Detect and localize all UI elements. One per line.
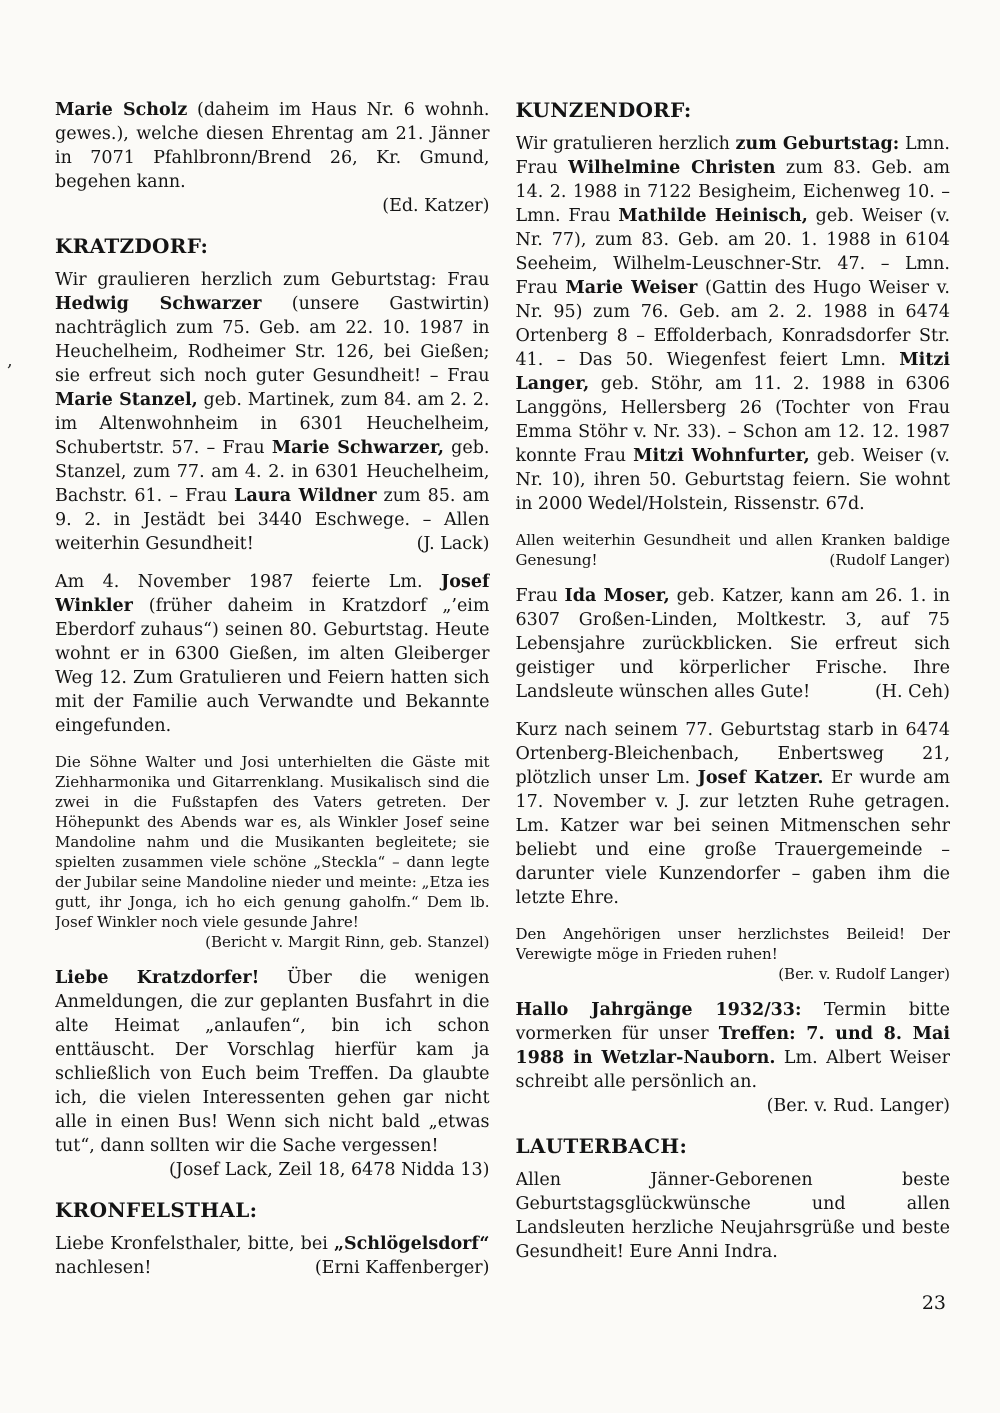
paragraph-winkler-report — [55, 752, 490, 952]
bold-text: Marie Stanzel, — [55, 390, 198, 410]
paragraph-jahrgaenge-treffen — [516, 998, 951, 1118]
text-run: Lm. Albert Weiser schreibt alle persönlich an. — [515, 1048, 950, 1092]
text-run: Die Söhne Walter und Josi unterhielten die Gäste mit Ziehharmonika und Gitarrenklang. Musikalisch sind die zwei in die Fußstapfen des Vaters getreten. Der Höhepunkt des Abends war es, als Winkler Josef seine Mandoline nahm und die Musikanten begleitete; sie spielten zusammen viele schöne „Steckla“ – dann legte der Jubilar seine Mandoline nieder und meinte: „Etza ies gutt, ihr Jonga, ich ho eich genung gaholfn.“ Dem lb. Josef Winkler noch viele gesunde Jahre! — [55, 753, 490, 931]
text-run: geb. Katzer, kann am 26. 1. in 6307 Großen-Linden, Moltkestr. 3, auf 75 Lebensjahre zurückblicken. Sie erfreut sich geistiger und körperlicher Frische. Ihre Landsleute wünschen alles Gute! — [515, 586, 950, 702]
text-run: zum 85. am 9. 2. in Jestädt bei 3440 Eschwege. – Allen weiterhin Gesundheit! — [55, 486, 490, 554]
text-run: geb. Stöhr, am 11. 2. 1988 in 6306 Langgöns, Hellersberg 26 (Tochter von Frau Emma Stöhr v. Nr. 33). – Schon am 12. 12. 1987 konnte Frau — [515, 374, 950, 466]
bold-text: Laura Wildner — [234, 486, 377, 506]
scan-artifact-mark: , — [7, 350, 13, 371]
attribution: (Ber. v. Rudolf Langer) — [778, 965, 950, 983]
text-run: (früher daheim in Kratzdorf „’eim Eberdorf zuhaus“) seinen 80. Geburtstag. Heute wohnt er in 6300 Gießen, im alten Gleiberger Weg 12. Zum Gratulieren und Feiern hatten sich mit der Familie auch Verwandte und Bekannte eingefunden. — [55, 596, 490, 736]
column-right — [516, 98, 951, 1294]
attribution: (Josef Lack, Zeil 18, 6478 Nidda 13) — [168, 1160, 490, 1180]
text-run: (Gattin des Hugo Weiser v. Nr. 95) zum 76. Geb. am 2. 2. 1988 in 6474 Ortenberg 8 – Effolderbach, Konradsdorfer Str. 41. – Das 50. Wiegenfest feiert Lmn. — [515, 278, 950, 370]
paragraph-gesundheit-note — [516, 530, 951, 570]
page-number: 23 — [921, 1292, 946, 1314]
bold-text: Ida Moser, — [564, 586, 670, 606]
paragraph-scholz-continuation — [55, 98, 490, 218]
bold-text: Mathilde Heinisch, — [618, 206, 808, 226]
paragraph-kronfelsthal-note — [55, 1232, 490, 1280]
text-run: zum 83. Geb. am 14. 2. 1988 in 7122 Besigheim, Eichenweg 10. – Lmn. Frau — [515, 158, 950, 226]
text-run: geb. Weiser (v. Nr. 77), zum 83. Geb. am 20. 1. 1988 in 6104 Seeheim, Wilhelm-Leuschner-Str. 47. – Lmn. Frau — [515, 206, 950, 298]
bold-text: Marie Schwarzer, — [271, 438, 444, 458]
paragraph-winkler-birthday — [55, 570, 490, 738]
text-run: Wir gratulieren herzlich — [515, 134, 736, 154]
bold-text: Marie Scholz — [55, 100, 188, 120]
text-run: Den Angehörigen unser herzlichstes Beileid! Der Verewigte möge in Frieden ruhen! — [515, 925, 950, 963]
page-columns — [55, 98, 950, 1294]
text-run: Frau — [515, 586, 565, 606]
bold-text: Wilhelmine Christen — [568, 158, 776, 178]
text-run: nachlesen! — [55, 1258, 152, 1278]
section-heading-kronfelsthal: KRONFELSTHAL: — [55, 1198, 258, 1222]
bold-text: Liebe Kratzdorfer! — [55, 968, 260, 988]
paragraph-kratzdorfer-appeal — [55, 966, 490, 1182]
bold-text: Mitzi Wohnfurter, — [633, 446, 810, 466]
text-run: Am 4. November 1987 feierte Lm. — [55, 572, 442, 592]
attribution: (H. Ceh) — [874, 682, 950, 702]
text-run: Lmn. Frau — [515, 134, 950, 178]
attribution: (Bericht v. Margit Rinn, geb. Stanzel) — [205, 933, 490, 951]
section-heading-kunzendorf: KUNZENDORF: — [515, 98, 692, 122]
section-heading-kratzdorf: KRATZDORF: — [55, 234, 209, 258]
paragraph-kratzdorf-gratulation — [55, 268, 490, 556]
paragraph-kunzendorf-gratulation — [516, 132, 951, 516]
text-run: Über die wenigen Anmeldungen, die zur geplanten Busfahrt in die alte Heimat „anlaufen“, bin ich schon enttäuscht. Der Vorschlag hierfür kam ja schließlich von Euch beim Treffen. Da glaubte ich, die vielen Interessenten gehen gar nicht alle in einen Bus! Wenn sich nicht bald „etwas tut“, dann sollten wir die Sache vergessen! — [55, 968, 490, 1156]
text-run: geb. Weiser (v. Nr. 10), ihren 50. Geburtstag feiern. Sie wohnt in 2000 Wedel/Holstein, Rissenstr. 67d. — [515, 446, 950, 514]
text-run: (unsere Gastwirtin) nachträglich zum 75. Geb. am 22. 10. 1987 in Heuchelheim, Rodheimer Str. 126, bei Gießen; sie erfreut sich noch guter Gesundheit! – Frau — [55, 294, 490, 386]
text-run: geb. Martinek, zum 84. am 2. 2. im Altenwohnheim in 6301 Heuchelheim, Schubertstr. 57. – Frau — [55, 390, 490, 458]
text-run: geb. Stanzel, zum 77. am 4. 2. in 6301 Heuchelheim, Bachstr. 61. – Frau — [55, 438, 490, 506]
bold-text: Hallo Jahrgänge 1932/33: — [515, 1000, 802, 1020]
bold-text: „Schlögelsdorf“ — [333, 1234, 490, 1254]
bold-text: zum Geburtstag: — [735, 134, 900, 154]
text-run: Er wurde am 17. November v. J. zur letzten Ruhe getragen. Lm. Katzer war bei seinen Mitmenschen sehr beliebt und eine große Trauergemeinde – darunter viele Kunzendorfer – gaben ihm die letzte Ehre. — [515, 768, 950, 908]
attribution: (Rudolf Langer) — [829, 551, 950, 569]
text-run: Allen weiterhin Gesundheit und allen Kranken baldige Genesung! — [515, 531, 950, 569]
text-run: Allen Jänner-Geborenen beste Geburtstagsglückwünsche und allen Landsleuten herzliche Neujahrsgrüße und beste Gesundheit! Eure Anni Indra. — [515, 1170, 950, 1262]
bold-text: Treffen: 7. und 8. Mai 1988 in Wetzlar-Nauborn. — [515, 1024, 950, 1068]
bold-text: Hedwig Schwarzer — [55, 294, 262, 314]
paragraph-lauterbach-greeting — [516, 1168, 951, 1264]
bold-text: Marie Weiser — [565, 278, 698, 298]
column-left — [55, 98, 490, 1294]
paragraph-beileid-note — [516, 924, 951, 984]
bold-text: Josef Katzer. — [697, 768, 824, 788]
text-run: Termin bitte vormerken für unser — [515, 1000, 950, 1044]
text-run: (daheim im Haus Nr. 6 wohnh. gewes.), welche diesen Ehrentag am 21. Jänner in 7071 Pfahlbronn/Brend 26, Kr. Gmund, begehen kann. — [55, 100, 490, 192]
text-run: Kurz nach seinem 77. Geburtstag starb in 6474 Ortenberg-Bleichenbach, Enbertsweg 21, plötzlich unser Lm. — [515, 720, 950, 788]
paragraph-josef-katzer-obituary — [516, 718, 951, 910]
text-run: Liebe Kronfelsthaler, bitte, bei — [55, 1234, 334, 1254]
section-heading-lauterbach: LAUTERBACH: — [515, 1134, 688, 1158]
attribution: (Erni Kaffenberger) — [314, 1258, 490, 1278]
paragraph-ida-moser — [516, 584, 951, 704]
attribution: (J. Lack) — [416, 534, 490, 554]
text-run: Wir graulieren herzlich zum Geburtstag: Frau — [55, 270, 490, 290]
bold-text: Mitzi Langer, — [515, 350, 950, 394]
attribution: (Ed. Katzer) — [382, 196, 490, 216]
bold-text: Josef Winkler — [55, 572, 490, 616]
attribution: (Ber. v. Rud. Langer) — [766, 1096, 950, 1116]
